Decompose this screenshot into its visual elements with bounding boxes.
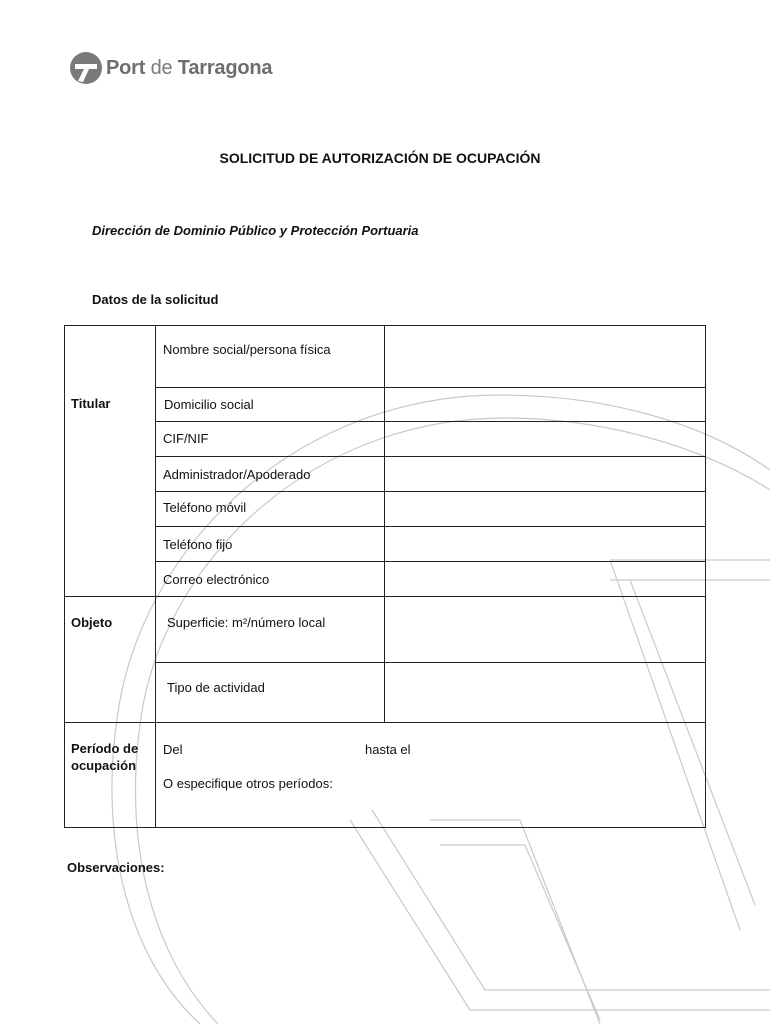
telefono-fijo-field[interactable] (386, 528, 704, 560)
label-correo: Correo electrónico (163, 572, 270, 587)
otros-periodos-field[interactable] (354, 773, 700, 821)
row-line (155, 561, 706, 562)
correo-field[interactable] (386, 563, 704, 595)
document-title: SOLICITUD DE AUTORIZACIÓN DE OCUPACIÓN (219, 150, 541, 166)
logo-word-de: de (150, 56, 173, 79)
label-superficie: Superficie: m²/número local (167, 615, 326, 630)
objeto-heading: Objeto (71, 615, 113, 630)
row-line (155, 456, 706, 457)
row-line (155, 491, 706, 492)
request-form-table (64, 325, 706, 828)
label-tipo-actividad: Tipo de actividad (167, 680, 265, 695)
periodo-heading (71, 740, 138, 774)
row-line (155, 662, 706, 663)
port-logo-icon (69, 51, 103, 85)
tipo-actividad-field[interactable] (386, 664, 704, 721)
superficie-field[interactable] (386, 598, 704, 661)
table-col-divider-2 (384, 325, 385, 723)
label-domicilio-social: Domicilio social (164, 397, 254, 412)
label-telefono-movil: Teléfono móvil (163, 500, 247, 515)
periodo-heading-line1: Período de (71, 741, 139, 756)
periodo-heading-line2: ocupación (71, 758, 137, 773)
telefono-movil-field[interactable] (386, 493, 704, 525)
label-administrador: Administrador/Apoderado (163, 467, 311, 482)
section-line-titular (64, 596, 706, 597)
section-line-objeto (64, 722, 706, 723)
logo-word-port: Port (106, 56, 146, 79)
table-col-divider-1 (155, 325, 156, 828)
port-logo (69, 50, 272, 86)
date-from-field[interactable] (189, 739, 359, 759)
label-otros-periodos: O especifique otros períodos: (163, 776, 333, 791)
nombre-social-field[interactable] (386, 327, 704, 386)
table-border-right (705, 325, 706, 828)
section-title: Datos de la solicitud (92, 292, 219, 307)
direction-subtitle: Dirección de Dominio Público y Protección Portuaria (92, 223, 419, 238)
label-nombre-social: Nombre social/persona física (163, 342, 331, 357)
administrador-field[interactable] (386, 458, 704, 490)
domicilio-social-field[interactable] (386, 389, 704, 420)
table-border-top (64, 325, 706, 326)
label-telefono-fijo: Teléfono fijo (163, 537, 233, 552)
logo-wordmark (106, 57, 272, 80)
table-border-left (64, 325, 65, 828)
label-del: Del (163, 742, 183, 757)
label-cif-nif: CIF/NIF (163, 431, 209, 446)
observations-label: Observaciones: (67, 860, 165, 875)
cif-nif-field[interactable] (386, 423, 704, 455)
table-border-bottom (64, 827, 706, 828)
observations-field[interactable] (64, 882, 706, 1012)
row-line (155, 387, 706, 388)
titular-heading: Titular (71, 396, 111, 411)
row-line (155, 526, 706, 527)
date-to-field[interactable] (420, 739, 700, 759)
label-hasta-el: hasta el (365, 742, 411, 757)
row-line (155, 421, 706, 422)
logo-word-tarragona: Tarragona (177, 56, 273, 79)
